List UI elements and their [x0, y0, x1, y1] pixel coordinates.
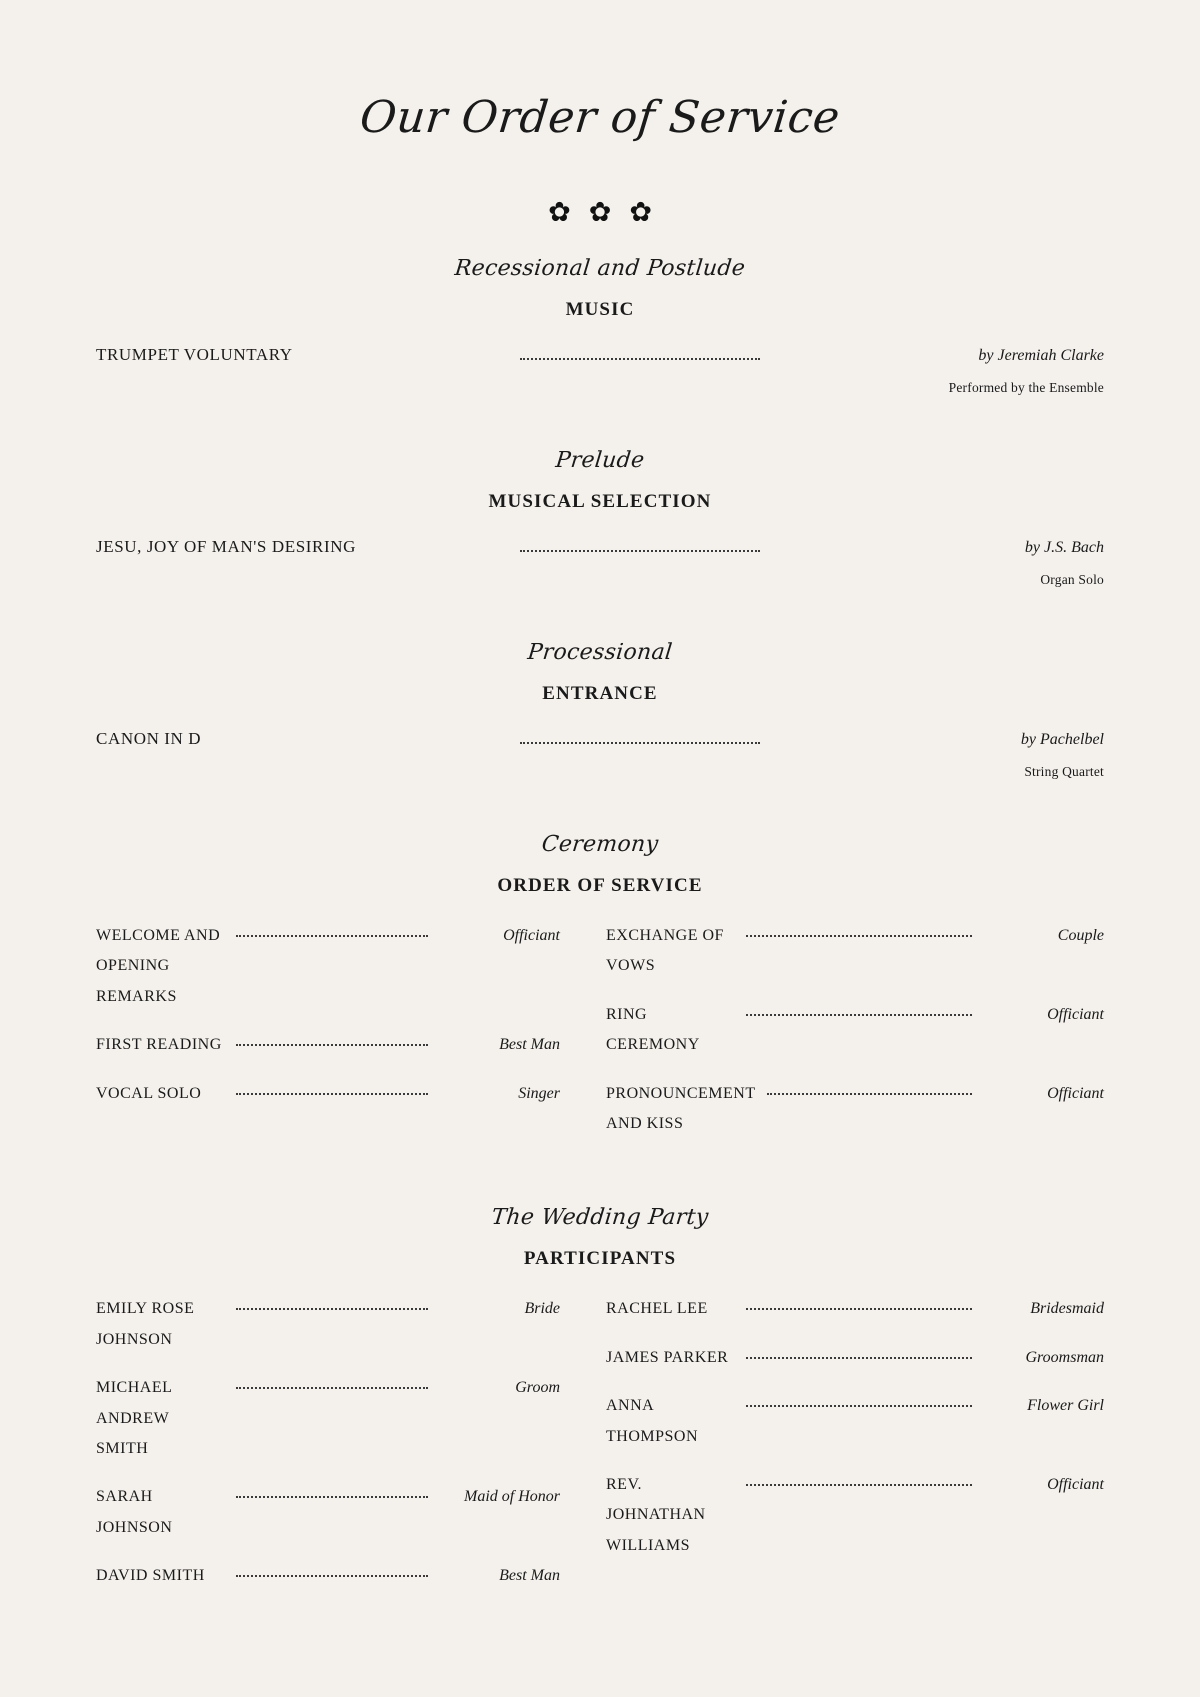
item-label: EMILY ROSE JOHNSON [96, 1300, 195, 1348]
item-label: VOCAL SOLO [96, 1084, 202, 1102]
music-title: JESU, JOY OF MAN'S DESIRING [96, 537, 356, 556]
section-block-heading: PARTICIPANTS [523, 1248, 677, 1270]
dot-leader [236, 1496, 428, 1498]
item-role: Singer [518, 1084, 560, 1102]
music-composer: by Pachelbel [1020, 731, 1104, 748]
flower-divider [96, 199, 1104, 226]
list-item [606, 1391, 1104, 1452]
section-script-heading: The Wedding Party [490, 1205, 710, 1231]
item-role: Groomsman [1025, 1348, 1104, 1366]
section-processional [96, 640, 1104, 780]
section-block-heading: MUSICAL SELECTION [488, 491, 712, 512]
page-title: Our Order of Service [357, 92, 843, 143]
item-label: SARAH JOHNSON [96, 1488, 173, 1536]
section-script-heading: Processional [526, 640, 674, 665]
section-script-heading: Ceremony [540, 832, 660, 857]
dot-leader [767, 1093, 972, 1095]
item-label: FIRST READING [96, 1036, 222, 1054]
dot-leader [746, 1014, 972, 1016]
section-block-heading: ORDER OF SERVICE [497, 875, 703, 896]
item-role: Officiant [1047, 1475, 1104, 1493]
item-role: Bride [524, 1300, 560, 1318]
section-prelude [96, 448, 1104, 588]
music-composer: by J.S. Bach [1024, 539, 1104, 556]
list-item [606, 1294, 1104, 1324]
item-label: DAVID SMITH [96, 1567, 205, 1585]
music-title: CANON IN D [96, 729, 202, 748]
section-script-heading: Prelude [554, 448, 646, 473]
flower-icon: ✿ [548, 197, 571, 227]
item-label: ANNA THOMPSON [606, 1397, 699, 1445]
list-item [606, 1000, 1104, 1061]
dot-leader [520, 550, 760, 552]
item-role: Groom [515, 1379, 560, 1397]
dot-leader [236, 1575, 428, 1577]
list-item [96, 1373, 560, 1464]
dot-leader [746, 935, 972, 937]
dot-leader [236, 1308, 428, 1310]
dot-leader [746, 1405, 972, 1407]
dot-leader [236, 1093, 428, 1095]
music-row [96, 537, 1104, 558]
ceremony-column-right [600, 921, 1104, 1157]
item-label: JAMES PARKER [606, 1348, 729, 1366]
flower-icon: ✿ [629, 197, 652, 227]
list-item [96, 921, 560, 1012]
list-item [96, 1294, 560, 1355]
dot-leader [236, 1044, 428, 1046]
item-label: WELCOME AND OPENING REMARKS [96, 927, 221, 1005]
wedding-party-columns [96, 1294, 1104, 1609]
list-item [606, 1470, 1104, 1561]
list-item [96, 1079, 560, 1109]
music-row [96, 345, 1104, 366]
item-label: MICHAEL ANDREW SMITH [96, 1379, 172, 1457]
item-role: Maid of Honor [464, 1488, 560, 1506]
dot-leader [746, 1357, 972, 1359]
ceremony-columns [96, 921, 1104, 1157]
section-block-heading: ENTRANCE [542, 683, 658, 704]
section-block-heading: MUSIC [565, 299, 635, 320]
item-role: Officiant [1047, 1005, 1104, 1023]
flower-icon: ✿ [588, 197, 612, 227]
item-label: RING CEREMONY [606, 1005, 700, 1054]
dot-leader [746, 1484, 972, 1486]
dot-leader [746, 1308, 972, 1310]
item-label: EXCHANGE OF VOWS [606, 927, 724, 975]
dot-leader [520, 358, 760, 360]
dot-leader [236, 935, 428, 937]
list-item [96, 1561, 560, 1591]
music-row [96, 729, 1104, 750]
section-ceremony [96, 832, 1104, 1157]
section-script-heading: Recessional and Postlude [453, 256, 747, 281]
item-label: RACHEL LEE [606, 1300, 708, 1318]
item-role: Best Man [499, 1567, 560, 1585]
music-composer: by Jeremiah Clarke [978, 347, 1104, 364]
item-role: Bridesmaid [1030, 1300, 1104, 1318]
dot-leader [236, 1387, 428, 1389]
item-role: Best Man [499, 1036, 560, 1054]
wedding-party-column-right [600, 1294, 1104, 1609]
dot-leader [520, 742, 760, 744]
item-label: REV. JOHNATHAN WILLIAMS [606, 1475, 706, 1554]
item-role: Couple [1057, 927, 1104, 944]
section-recessional-and-postlude [96, 256, 1104, 396]
list-item [606, 1343, 1104, 1373]
list-item [606, 921, 1104, 982]
music-performer-note: String Quartet [1024, 764, 1104, 779]
music-title: TRUMPET VOLUNTARY [96, 345, 293, 364]
item-label: PRONOUNCEMENT AND KISS [606, 1084, 756, 1132]
music-performer-note: Organ Solo [1040, 572, 1104, 587]
item-role: Flower Girl [1027, 1397, 1104, 1415]
ceremony-column-left [96, 921, 600, 1157]
list-item [96, 1030, 560, 1060]
item-role: Officiant [1047, 1084, 1104, 1102]
item-role: Officiant [503, 927, 560, 944]
wedding-party-column-left [96, 1294, 600, 1609]
list-item [606, 1079, 1104, 1140]
music-performer-note: Performed by the Ensemble [948, 380, 1104, 395]
list-item [96, 1482, 560, 1543]
section-wedding-party [96, 1205, 1104, 1609]
